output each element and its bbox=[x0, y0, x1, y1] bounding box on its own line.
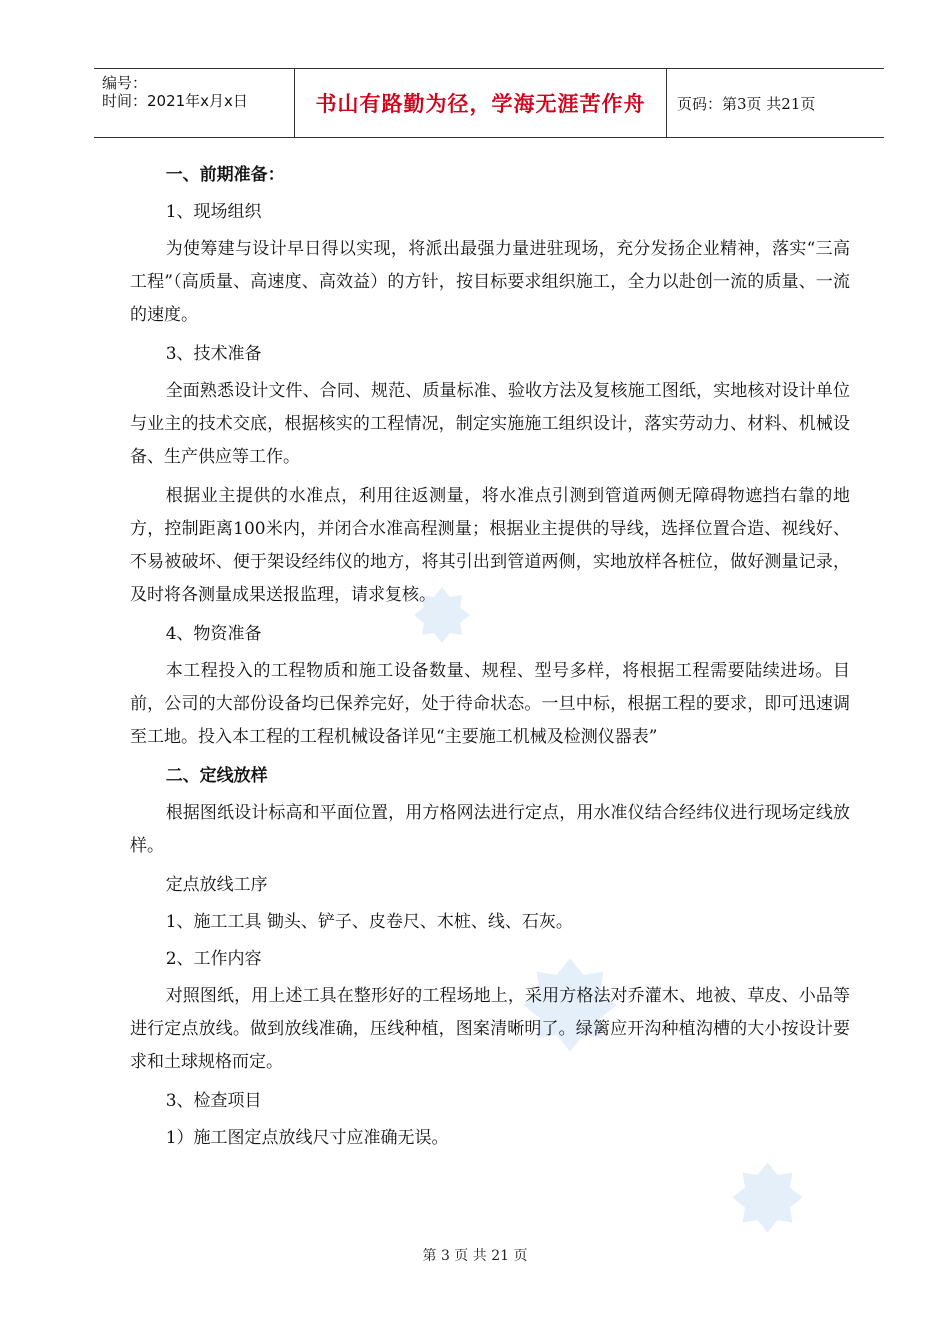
paragraph-layout: 根据图纸设计标高和平面位置，用方格网法进行定点，用水准仪结合经纬仪进行现场定线放样。 bbox=[130, 803, 850, 856]
document-time: 时间：2021年x月x日 bbox=[102, 92, 248, 110]
paragraph-site-organization: 为使筹建与设计早日得以实现，将派出最强力量进驻现场，充分发扬企业精神，落实“三高工程”（高质量、高速度、高效益）的方针，按目标要求组织施工，全力以赴创一流的质量、一流的速度。 bbox=[130, 239, 850, 325]
page-header bbox=[94, 68, 884, 138]
subheading-procedure: 定点放线工序 bbox=[165, 875, 268, 895]
subheading-site-organization: 1、现场组织 bbox=[165, 202, 262, 222]
header-page-cell bbox=[667, 69, 884, 137]
header-meta bbox=[94, 69, 295, 137]
header-motto-cell bbox=[295, 69, 667, 137]
subheading-technical-preparation: 3、技术准备 bbox=[165, 344, 262, 364]
heading-layout: 二、定线放样 bbox=[165, 766, 268, 786]
subheading-check-items: 3、检查项目 bbox=[165, 1091, 262, 1111]
page-footer: 第 3 页 共 21 页 bbox=[422, 1248, 528, 1264]
paragraph-material: 本工程投入的工程物质和施工设备数量、规程、型号多样，将根据工程需要陆续进场。目前，公司的大部份设备均已保养完好，处于待命状态。一旦中标，根据工程的要求，即可迅速调至工地。投入本工程的工程机械设备详见“主要施工机械及检测仪器表” bbox=[130, 661, 850, 747]
document-body bbox=[130, 159, 850, 1159]
paragraph-work-content: 对照图纸，用上述工具在整形好的工程场地上，采用方格法对乔灌木、地被、草皮、小品等进行定点放线。做到放线准确，压线种植，图案清晰明了。绿篱应开沟种植沟槽的大小按设计要求和土球规格而定。 bbox=[130, 986, 850, 1072]
subheading-work-content: 2、工作内容 bbox=[165, 949, 262, 969]
snowflake-logo-icon bbox=[730, 1160, 805, 1235]
header-page-number: 页码：第3页 共21页 bbox=[677, 94, 816, 113]
subheading-material-preparation: 4、物资准备 bbox=[165, 624, 262, 644]
heading-preparation: 一、前期准备： bbox=[165, 165, 285, 185]
item-tools: 1、施工工具 锄头、铲子、皮卷尺、木桩、线、石灰。 bbox=[165, 912, 573, 932]
item-check-1: 1）施工图定点放线尺寸应准确无误。 bbox=[165, 1128, 449, 1148]
paragraph-technical-1: 全面熟悉设计文件、合同、规范、质量标准、验收方法及复核施工图纸，实地核对设计单位与业主的技术交底，根据核实的工程情况，制定实施施工组织设计，落实劳动力、材料、机械设备、生产供应等工作。 bbox=[130, 381, 850, 467]
paragraph-technical-2: 根据业主提供的水准点，利用往返测量，将水准点引测到管道两侧无障碍物遮挡右靠的地方，控制距离100米内，并闭合水准高程测量；根据业主提供的导线，选择位置合造、视线好、不易被破坏、便于架设经纬仪的地方，将其引出到管道两侧，实地放样各桩位，做好测量记录，及时将各测量成果送报监理，请求复核。 bbox=[130, 486, 850, 605]
document-number: 编号： bbox=[102, 74, 148, 92]
motto: 书山有路勤为径，学海无涯苦作舟 bbox=[315, 92, 646, 116]
